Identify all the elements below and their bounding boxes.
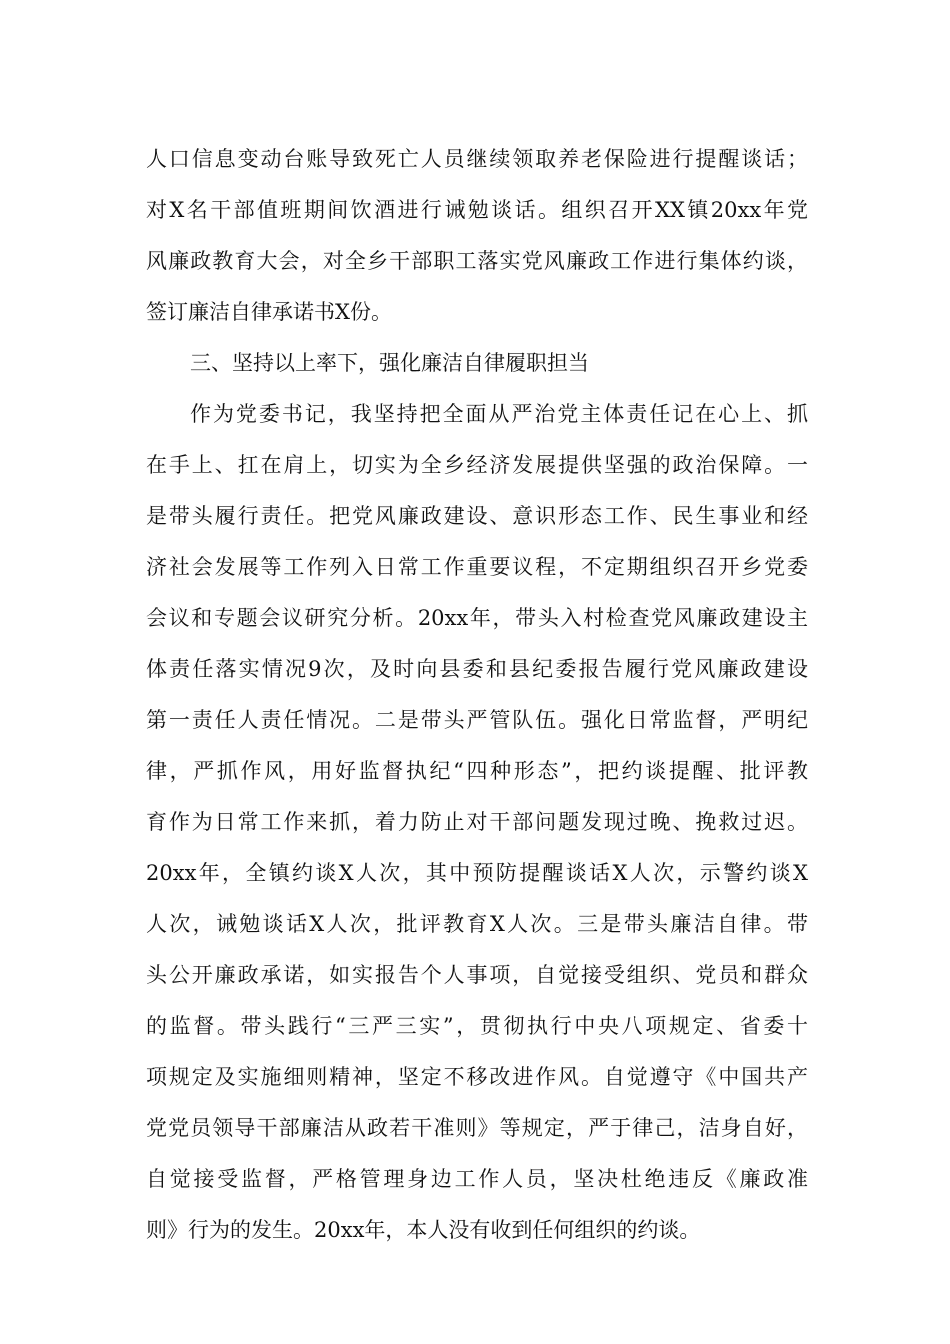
text-line: 签订廉洁自律承诺书X份。 xyxy=(146,300,392,324)
text-line: 第一责任人责任情况。二是带头严管队伍。强化日常监督，严明纪 xyxy=(146,708,808,732)
text-line: 济社会发展等工作列入日常工作重要议程，不定期组织召开乡党委 xyxy=(146,555,808,579)
text-line: 自觉接受监督，严格管理身边工作人员，坚决杜绝违反《廉政准 xyxy=(146,1167,808,1191)
text-line: 风廉政教育大会，对全乡干部职工落实党风廉政工作进行集体约谈， xyxy=(146,249,808,273)
text-line: 的监督。带头践行“三严三实”，贯彻执行中央八项规定、省委十 xyxy=(146,1014,808,1038)
text-line: 人口信息变动台账导致死亡人员继续领取养老保险进行提醒谈话； xyxy=(146,147,808,171)
text-line: 党党员领导干部廉洁从政若干准则》等规定，严于律己，洁身自好， xyxy=(146,1116,808,1140)
document-body xyxy=(146,134,808,1256)
text-line: 20xx年，全镇约谈X人次，其中预防提醒谈话X人次，示警约谈X xyxy=(146,861,808,885)
text-line: 项规定及实施细则精神，坚定不移改进作风。自觉遵守《中国共产 xyxy=(146,1065,808,1089)
section-heading: 三、坚持以上率下，强化廉洁自律履职担当 xyxy=(190,351,589,375)
text-line: 律，严抓作风，用好监督执纪“四种形态”，把约谈提醒、批评教 xyxy=(146,759,808,783)
text-line: 人次，诫勉谈话X人次，批评教育X人次。三是带头廉洁自律。带 xyxy=(146,912,808,936)
text-line: 对X名干部值班期间饮酒进行诫勉谈话。组织召开XX镇20xx年党 xyxy=(146,198,808,222)
text-line: 则》行为的发生。20xx年，本人没有收到任何组织的约谈。 xyxy=(146,1218,701,1242)
text-line: 在手上、扛在肩上，切实为全乡经济发展提供坚强的政治保障。一 xyxy=(146,453,808,477)
text-line: 头公开廉政承诺，如实报告个人事项，自觉接受组织、党员和群众 xyxy=(146,963,808,987)
text-line: 是带头履行责任。把党风廉政建设、意识形态工作、民生事业和经 xyxy=(146,504,808,528)
text-line: 会议和专题会议研究分析。20xx年，带头入村检查党风廉政建设主 xyxy=(146,606,808,630)
text-line: 体责任落实情况9次，及时向县委和县纪委报告履行党风廉政建设 xyxy=(146,657,808,681)
text-line: 育作为日常工作来抓，着力防止对干部问题发现过晚、挽救过迟。 xyxy=(146,810,808,834)
text-line: 作为党委书记，我坚持把全面从严治党主体责任记在心上、抓 xyxy=(190,402,808,426)
